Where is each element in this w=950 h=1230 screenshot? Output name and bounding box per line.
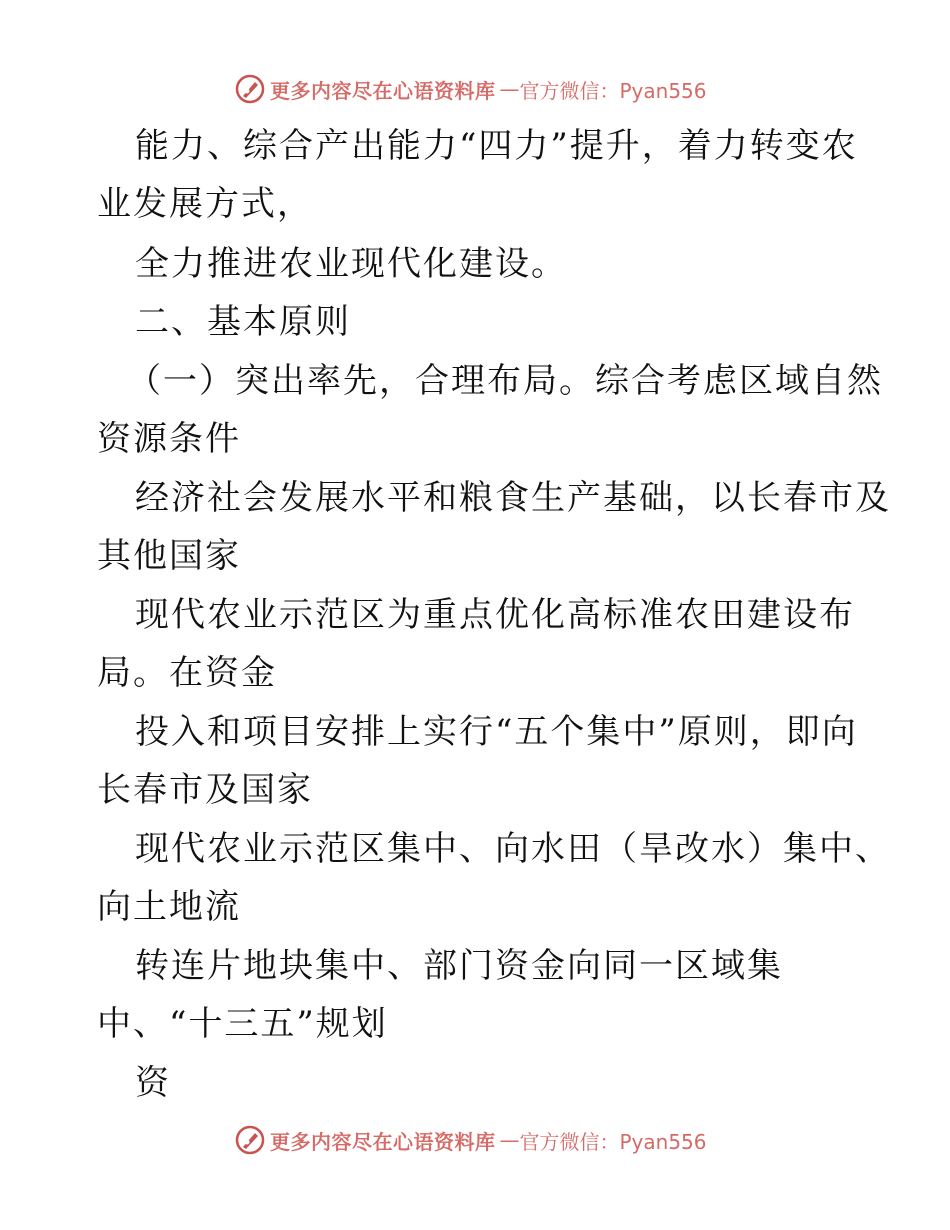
body-line: 经济社会发展水平和粮食生产基础，以长春市及 [135,478,891,518]
watermark-suffix: 官方微信：Pyan556 [519,1129,707,1154]
watermark-footer [234,1123,707,1157]
body-line: 转连片地块集中、部门资金向同一区域集 [135,946,783,986]
body-line: 现代农业示范区集中、向水田（旱改水）集中、 [135,829,891,869]
body-line: 中、“十三五”规划 [97,1004,388,1044]
watermark-brand: 更多内容尽在心语资料库 [270,78,496,103]
pen-logo-icon [234,73,266,105]
body-line: 投入和项目安排上实行“五个集中”原则，即向 [135,712,858,752]
body-line: 现代农业示范区为重点优化高标准农田建设布 [135,595,855,635]
watermark-brand: 更多内容尽在心语资料库 [270,1129,496,1154]
body-line: 全力推进农业现代化建设。 [135,244,567,284]
watermark-dash: — [499,77,520,101]
pen-logo-icon [234,1124,266,1156]
watermark-dash: — [499,1128,520,1152]
section-heading: 二、基本原则 [135,302,351,342]
body-line: 长春市及国家 [97,770,313,810]
body-line: 业发展方式， [97,184,313,224]
body-line: 其他国家 [97,536,241,576]
body-line: 向土地流 [97,887,241,927]
body-line: 资源条件 [97,419,241,459]
watermark-header [234,72,707,106]
body-line: 资 [135,1063,171,1103]
body-line: 局。在资金 [97,653,277,693]
body-line: 能力、综合产出能力“四力”提升，着力转变农 [135,126,858,166]
body-line: （一）突出率先，合理布局。综合考虑区域自然 [127,361,883,401]
watermark-suffix: 官方微信：Pyan556 [519,78,707,103]
